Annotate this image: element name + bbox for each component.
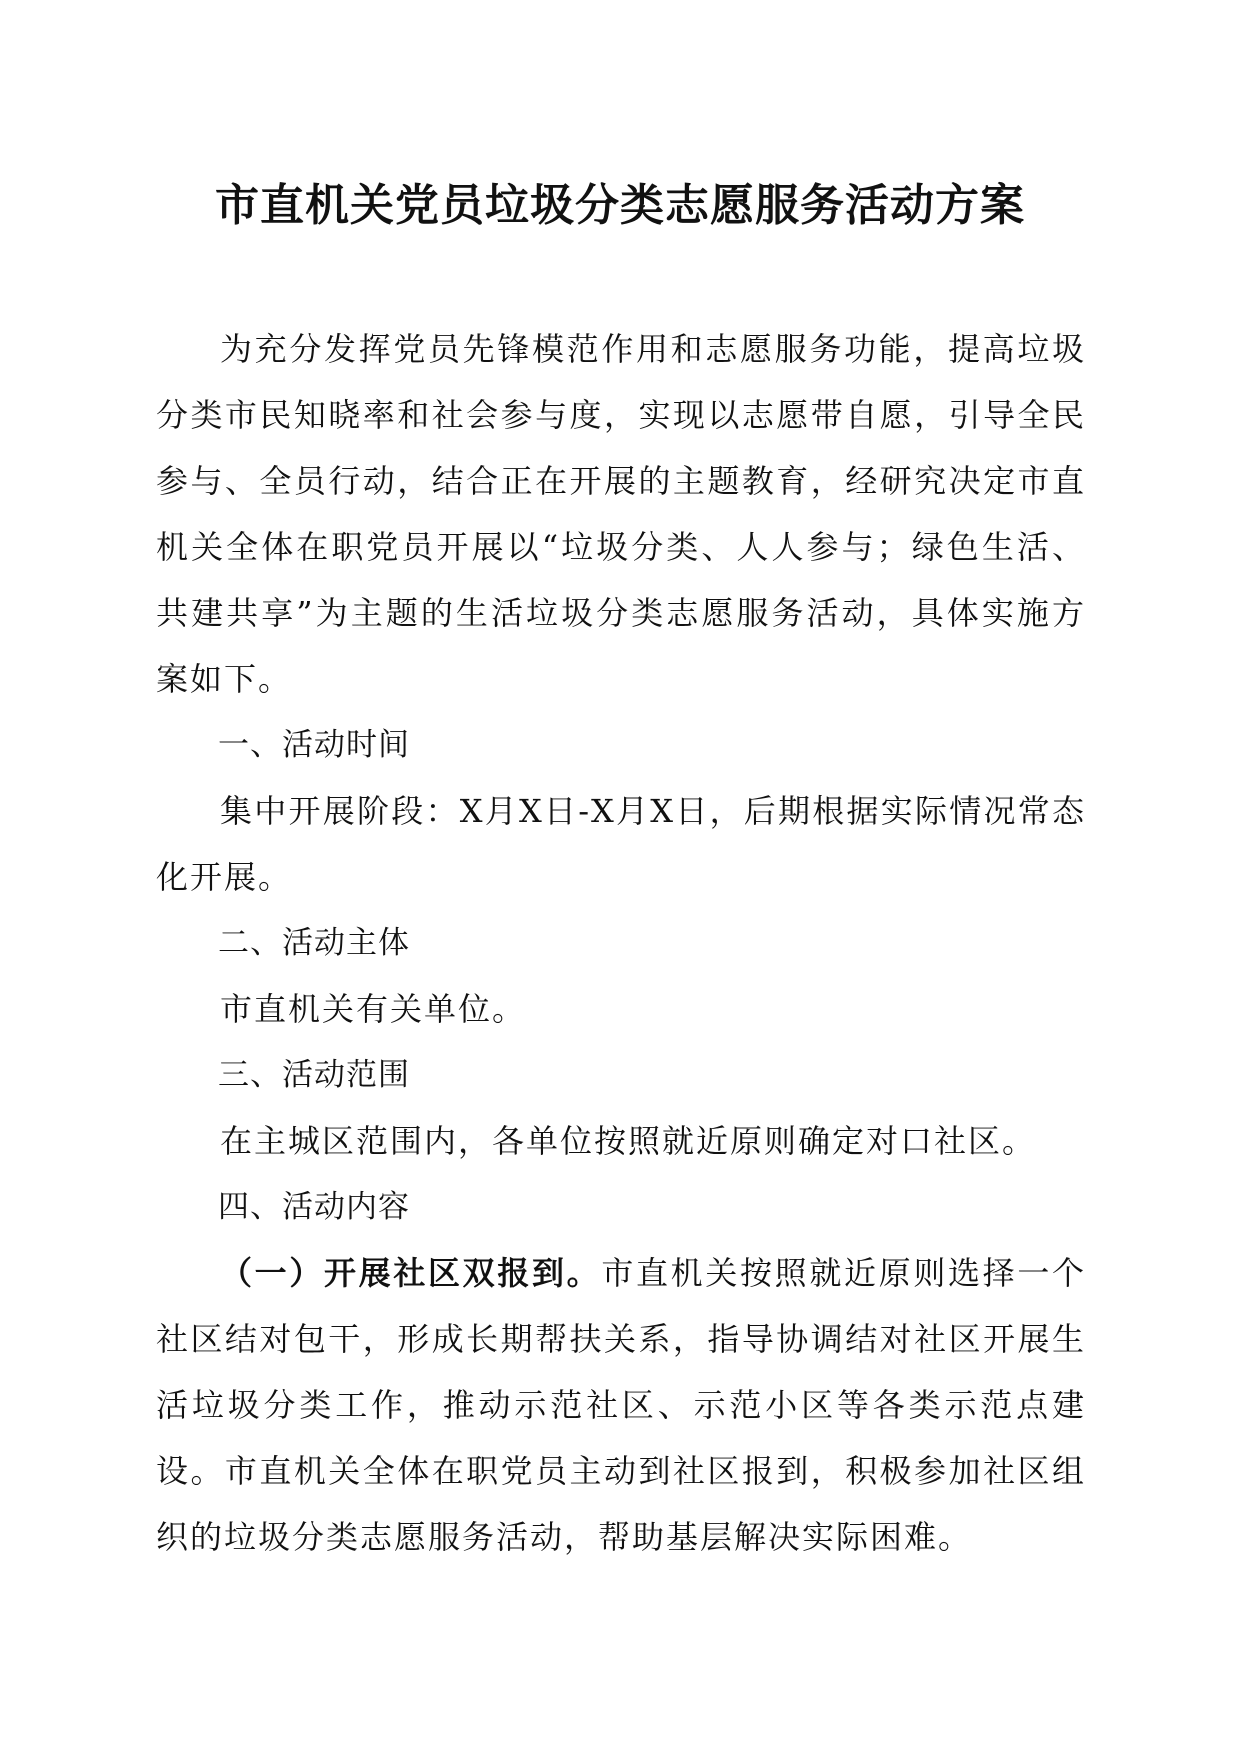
section-heading-content: 四、活动内容	[218, 1189, 410, 1225]
section-text-subject: 市直机关有关单位。	[220, 990, 527, 1028]
content-item-paragraph	[156, 1240, 1086, 1570]
document-body	[156, 316, 1086, 1570]
section-heading-time: 一、活动时间	[218, 727, 410, 763]
document-title: 市直机关党员垃圾分类志愿服务活动方案	[215, 180, 1025, 231]
section-heading-scope: 三、活动范围	[218, 1057, 410, 1093]
content-item-lead: （一）开展社区双报到。	[220, 1254, 602, 1292]
content-item-text: 市直机关按照就近原则选择一个社区结对包干，形成长期帮扶关系，指导协调结对社区开展生活垃圾分类工作，推动示范社区、示范小区等各类示范点建设。市直机关全体在职党员主动到社区报到，积极参加社区组织的垃圾分类志愿服务活动，帮助基层解决实际困难。	[156, 1254, 1086, 1556]
section-text-time: 集中开展阶段：X月X日-X月X日，后期根据实际情况常态化开展。	[156, 792, 1086, 896]
section-heading-subject: 二、活动主体	[218, 925, 410, 961]
section-text-scope: 在主城区范围内，各单位按照就近原则确定对口社区。	[220, 1122, 1037, 1160]
intro-paragraph: 为充分发挥党员先锋模范作用和志愿服务功能，提高垃圾分类市民知晓率和社会参与度，实现以志愿带自愿，引导全民参与、全员行动，结合正在开展的主题教育，经研究决定市直机关全体在职党员开展以“垃圾分类、人人参与；绿色生活、共建共享”为主题的生活垃圾分类志愿服务活动，具体实施方案如下。	[156, 330, 1086, 698]
